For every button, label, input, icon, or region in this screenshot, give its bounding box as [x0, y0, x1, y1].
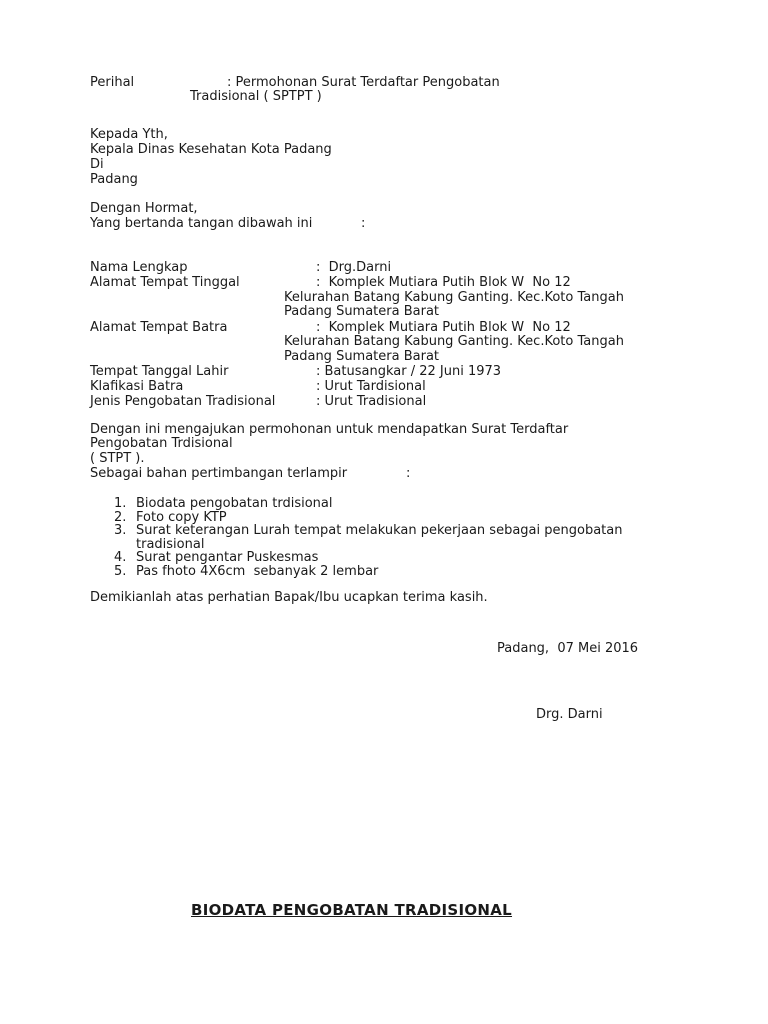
- attachment-number: 5.: [114, 564, 127, 579]
- place-date: Padang, 07 Mei 2016: [497, 641, 639, 656]
- batra-address-label: Alamat Tempat Batra: [90, 320, 228, 335]
- recipient-line4: Padang: [90, 172, 138, 187]
- recipient-line1: Kepada Yth,: [90, 127, 168, 142]
- recipient-line2: Kepala Dinas Kesehatan Kota Padang: [90, 142, 332, 157]
- birth-value: : Batusangkar / 22 Juni 1973: [316, 364, 502, 379]
- attachment-number: 2.: [114, 510, 127, 525]
- attachment-item: Surat keterangan Lurah tempat melakukan pekerjaan sebagai pengobatan: [136, 523, 623, 538]
- request-line3: ( STPT ).: [90, 451, 145, 466]
- klafikasi-label: Klafikasi Batra: [90, 379, 184, 394]
- request-line1: Dengan ini mengajukan permohonan untuk mendapatkan Surat Terdaftar: [90, 422, 569, 437]
- attachment-item-continued: tradisional: [136, 537, 205, 552]
- batra-address-line2: Kelurahan Batang Kabung Ganting. Kec.Koto Tangah: [284, 334, 624, 349]
- name-value: : Drg.Darni: [316, 260, 392, 275]
- attachment-number: 4.: [114, 550, 127, 565]
- attachment-item: Foto copy KTP: [136, 510, 227, 525]
- closing-sentence: Demikianlah atas perhatian Bapak/Ibu ucapkan terima kasih.: [90, 590, 488, 605]
- attachment-item: Biodata pengobatan trdisional: [136, 496, 333, 511]
- subject-label: Perihal: [90, 75, 135, 90]
- greeting-colon: :: [361, 216, 366, 231]
- batra-address-line3: Padang Sumatera Barat: [284, 349, 440, 364]
- subject-value-line1: : Permohonan Surat Terdaftar Pengobatan: [227, 75, 500, 90]
- birth-label: Tempat Tanggal Lahir: [90, 364, 229, 379]
- request-line2: Pengobatan Trdisional: [90, 436, 233, 451]
- home-address-line3: Padang Sumatera Barat: [284, 304, 440, 319]
- klafikasi-value: : Urut Tardisional: [316, 379, 426, 394]
- jenis-label: Jenis Pengobatan Tradisional: [90, 394, 276, 409]
- attachment-item: Surat pengantar Puskesmas: [136, 550, 319, 565]
- home-address-line2: Kelurahan Batang Kabung Ganting. Kec.Koto Tangah: [284, 290, 624, 305]
- greeting-line1: Dengan Hormat,: [90, 201, 198, 216]
- attachment-item: Pas fhoto 4X6cm sebanyak 2 lembar: [136, 564, 379, 579]
- batra-address-line1: : Komplek Mutiara Putih Blok W No 12: [316, 320, 571, 335]
- recipient-line3: Di: [90, 157, 104, 172]
- name-label: Nama Lengkap: [90, 260, 188, 275]
- attachment-number: 1.: [114, 496, 127, 511]
- attachment-number: 3.: [114, 523, 127, 538]
- greeting-line2: Yang bertanda tangan dibawah ini: [90, 216, 313, 231]
- biodata-heading: BIODATA PENGOBATAN TRADISIONAL: [191, 901, 513, 919]
- jenis-value: : Urut Tradisional: [316, 394, 427, 409]
- home-address-line1: : Komplek Mutiara Putih Blok W No 12: [316, 275, 571, 290]
- request-line4: Sebagai bahan pertimbangan terlampir: [90, 466, 348, 481]
- signature-name: Drg. Darni: [536, 707, 603, 722]
- subject-value-line2: Tradisional ( SPTPT ): [190, 89, 322, 104]
- home-address-label: Alamat Tempat Tinggal: [90, 275, 240, 290]
- request-colon: :: [406, 466, 411, 481]
